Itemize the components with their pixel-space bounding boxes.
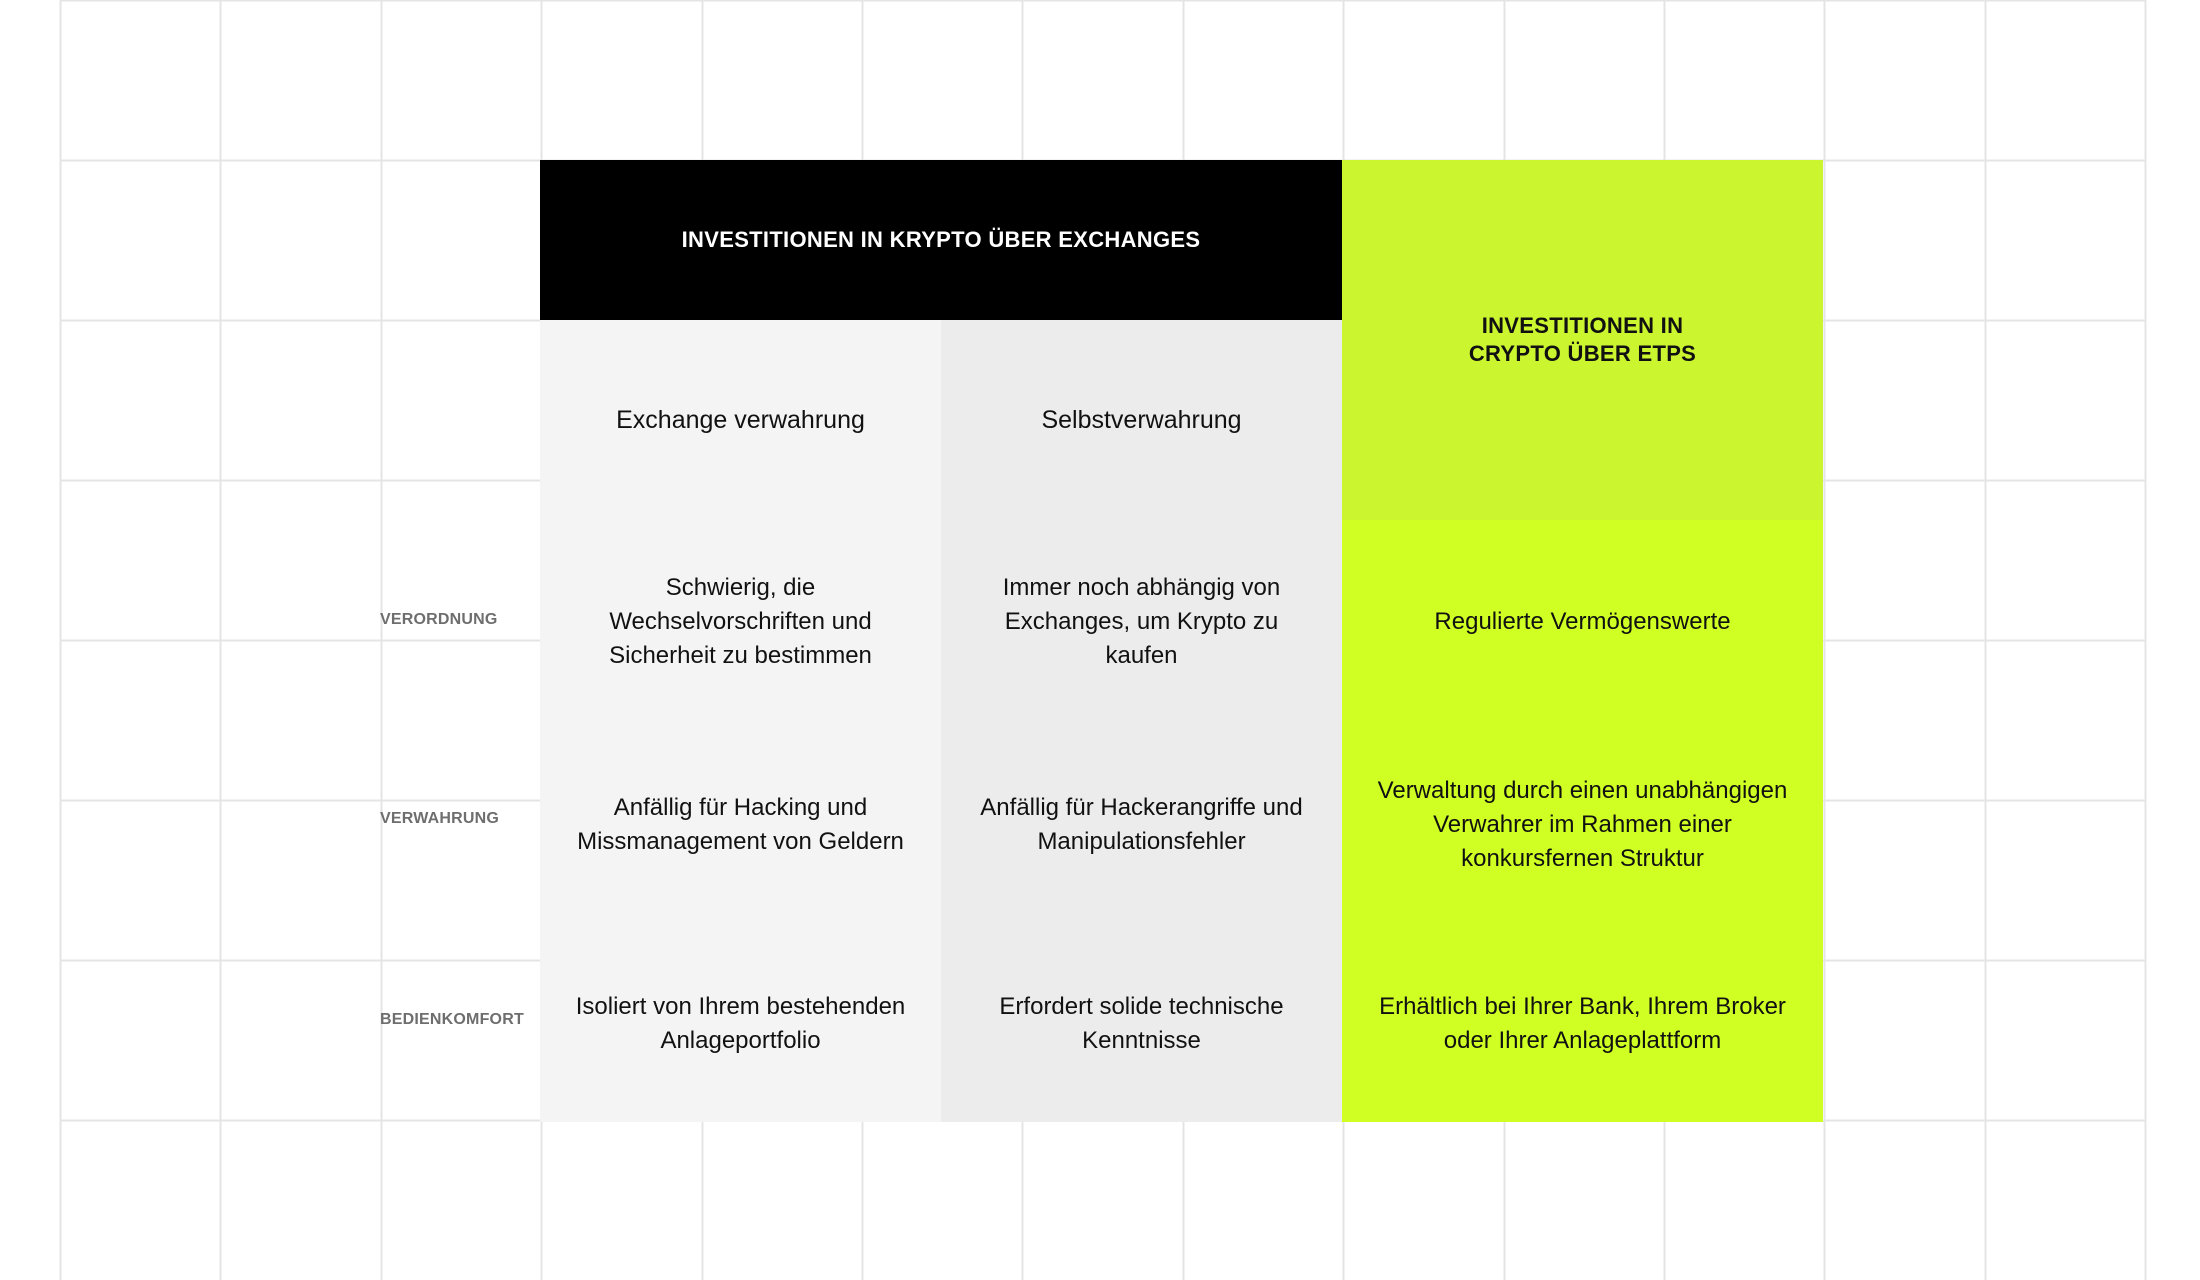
cell-usability-etp: Erhältlich bei Ihrer Bank, Ihrem Broker oder Ihrer Anlageplattform — [1379, 993, 1786, 1054]
cell-custody-exchange: Anfällig für Hacking und Missmanagement von Geldern — [577, 794, 904, 855]
subheader-self-custody: Selbstverwahrung — [1041, 406, 1242, 434]
row-label-custody: VERWAHRUNG — [380, 810, 500, 827]
cell-usability-self: Erfordert solide technische Kenntnisse — [999, 993, 1284, 1054]
cell-custody-etp: Verwaltung durch einen unabhängigen Verwahrer im Rahmen einer konkursfernen Struktur — [1377, 777, 1788, 872]
header-etps-line-1: INVESTITIONEN IN — [1481, 313, 1684, 338]
subheader-exchange-custody: Exchange verwahrung — [616, 406, 865, 434]
row-label-usability: BEDIENKOMFORT — [380, 1011, 524, 1028]
header-exchanges-title: INVESTITIONEN IN KRYPTO ÜBER EXCHANGES — [681, 227, 1201, 252]
row-label-regulation: VERORDNUNG — [380, 611, 498, 628]
cell-usability-exchange: Isoliert von Ihrem bestehenden Anlageportfolio — [575, 993, 906, 1054]
header-etps — [1342, 160, 1823, 520]
header-etps-line-2: CRYPTO ÜBER ETPS — [1468, 341, 1697, 366]
header-etps-title — [1453, 312, 1713, 368]
header-exchanges — [540, 160, 1342, 320]
cell-regulation-self: Immer noch abhängig von Exchanges, um Krypto zu kaufen — [1002, 574, 1281, 669]
cell-regulation-exchange: Schwierig, die Wechselvorschriften und Sicherheit zu bestimmen — [609, 574, 872, 669]
cell-regulation-etp: Regulierte Vermögenswerte — [1434, 608, 1731, 635]
cell-custody-self: Anfällig für Hackerangriffe und Manipulationsfehler — [980, 794, 1303, 855]
